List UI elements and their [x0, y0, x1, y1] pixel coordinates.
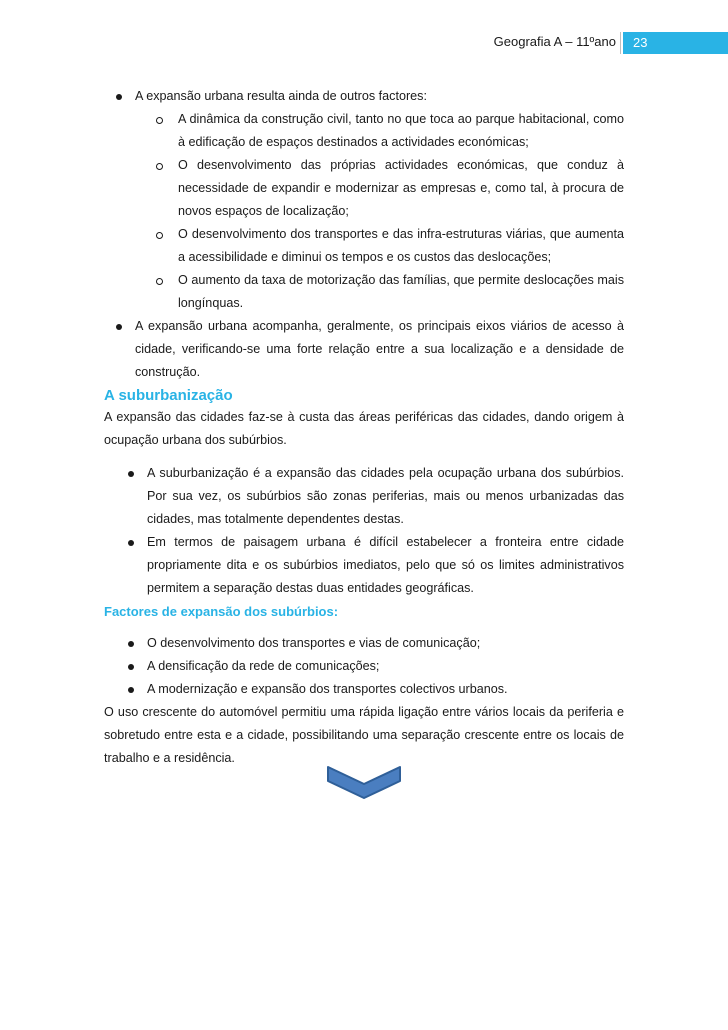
page-number: 23	[623, 32, 728, 54]
bullet-icon	[116, 94, 122, 100]
bullet-icon	[128, 664, 134, 670]
circle-bullet-icon	[156, 278, 163, 285]
header-title: Geografia A – 11ºano	[493, 34, 616, 49]
header-divider	[620, 32, 621, 54]
bullet-icon	[128, 471, 134, 477]
subsection-heading: Factores de expansão dos subúrbios:	[104, 604, 339, 619]
list-item: A suburbanização é a expansão das cidades pela ocupação urbana dos subúrbios. Por sua vez, os subúrbios são zonas periferias, mais ou menos urbanizadas das cidades, mas totalmente dependentes destas.	[147, 462, 624, 531]
sub-list-item: O aumento da taxa de motorização das famílias, que permite deslocações mais longínquas.	[178, 269, 624, 315]
list-item: A densificação da rede de comunicações;	[147, 655, 624, 678]
chevron-down-icon[interactable]	[326, 764, 402, 800]
bullet-icon	[128, 540, 134, 546]
sub-list-item: O desenvolvimento das próprias actividades económicas, que conduz à necessidade de expandir e modernizar as empresas e, como tal, à procura de novos espaços de localização;	[178, 154, 624, 223]
list-item: A expansão urbana resulta ainda de outros factores:	[135, 85, 624, 108]
sub-list-item: A dinâmica da construção civil, tanto no que toca ao parque habitacional, como à edificação de espaços destinados a actividades económicas;	[178, 108, 624, 154]
list-item: A modernização e expansão dos transportes colectivos urbanos.	[147, 678, 624, 701]
closing-paragraph: O uso crescente do automóvel permitiu uma rápida ligação entre vários locais da periferia e sobretudo entre esta e a cidade, possibilitando uma separação crescente entre os locais de trabalho e a residência.	[104, 705, 624, 765]
page-content	[104, 85, 624, 770]
circle-bullet-icon	[156, 232, 163, 239]
circle-bullet-icon	[156, 163, 163, 170]
list-item: A expansão urbana acompanha, geralmente, os principais eixos viários de acesso à cidade, verificando-se uma forte relação entre a sua localização e a densidade de construção.	[135, 315, 624, 384]
bullet-icon	[116, 324, 122, 330]
intro-paragraph: A expansão das cidades faz-se à custa das áreas periféricas das cidades, dando origem à ocupação urbana dos subúrbios.	[104, 410, 624, 447]
list-item: Em termos de paisagem urbana é difícil estabelecer a fronteira entre cidade propriamente dita e os subúrbios imediatos, pelo que só os limites administrativos permitem a separação destas duas entidades geográficas.	[147, 531, 624, 600]
sub-list-item: O desenvolvimento dos transportes e das infra-estruturas viárias, que aumenta a acessibilidade e diminui os tempos e os custos das deslocações;	[178, 223, 624, 269]
bullet-icon	[128, 641, 134, 647]
bullet-icon	[128, 687, 134, 693]
circle-bullet-icon	[156, 117, 163, 124]
list-item: O desenvolvimento dos transportes e vias de comunicação;	[147, 632, 624, 655]
section-heading: A suburbanização	[104, 387, 233, 404]
page-header	[0, 32, 728, 54]
